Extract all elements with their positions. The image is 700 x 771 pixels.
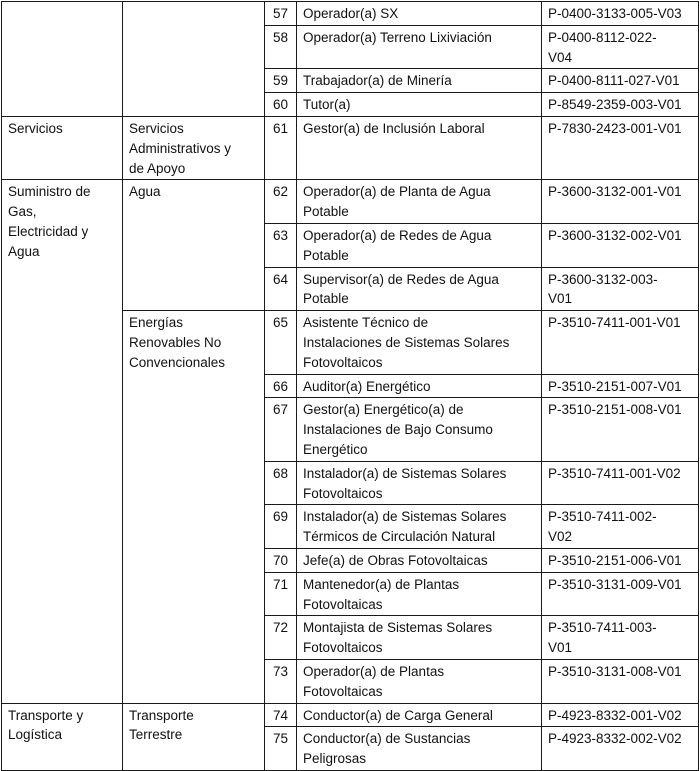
- profile-code: P-3510-2151-008-V01: [542, 398, 699, 461]
- profile-name: Asistente Técnico de Instalaciones de Sistemas Solares Fotovoltaicos: [297, 311, 542, 374]
- row-number: 67: [265, 398, 297, 461]
- row-number: 58: [265, 25, 297, 69]
- row-number: 61: [265, 116, 297, 179]
- profile-name: Operador(a) SX: [297, 2, 542, 26]
- profile-code: P-4923-8332-001-V02: [542, 703, 699, 727]
- profile-code: P-3510-2151-006-V01: [542, 548, 699, 572]
- row-number: 70: [265, 548, 297, 572]
- profile-code: P-3510-2151-007-V01: [542, 374, 699, 398]
- profile-code: P-3600-3132-001-V01: [542, 180, 699, 224]
- row-number: 57: [265, 2, 297, 26]
- profile-code: P-7830-2423-001-V01: [542, 116, 699, 179]
- profile-code: P-3510-7411-001-V01: [542, 311, 699, 374]
- profile-name: Instalador(a) de Sistemas Solares Fotovoltaicos: [297, 461, 542, 505]
- profile-code: P-3600-3132-003- V01: [542, 267, 699, 311]
- profile-name: Tutor(a): [297, 93, 542, 117]
- row-number: 59: [265, 69, 297, 93]
- row-number: 72: [265, 616, 297, 660]
- row-number: 73: [265, 659, 297, 703]
- row-number: 71: [265, 572, 297, 616]
- profile-code: P-4923-8332-002-V02: [542, 727, 699, 771]
- table-row: [2, 116, 699, 179]
- sector-cell: Suministro de Gas, Electricidad y Agua: [2, 180, 123, 703]
- sector-cell-empty: [2, 2, 123, 117]
- profile-name: Trabajador(a) de Minería: [297, 69, 542, 93]
- profile-name: Instalador(a) de Sistemas Solares Térmicos de Circulación Natural: [297, 505, 542, 549]
- row-number: 62: [265, 180, 297, 224]
- row-number: 60: [265, 93, 297, 117]
- profile-name: Conductor(a) de Carga General: [297, 703, 542, 727]
- profile-name: Operador(a) de Redes de Agua Potable: [297, 223, 542, 267]
- profiles-table: [1, 1, 699, 771]
- profile-name: Auditor(a) Energético: [297, 374, 542, 398]
- row-number: 74: [265, 703, 297, 727]
- subsector-cell: Transporte Terrestre: [123, 703, 265, 770]
- profile-name: Supervisor(a) de Redes de Agua Potable: [297, 267, 542, 311]
- profile-code: P-3510-3131-008-V01: [542, 659, 699, 703]
- profile-code: P-0400-8112-022- V04: [542, 25, 699, 69]
- subsector-cell-empty: [123, 2, 265, 117]
- subsector-cell: Energías Renovables No Convencionales: [123, 311, 265, 703]
- profile-code: P-3510-7411-003- V01: [542, 616, 699, 660]
- profile-name: Conductor(a) de Sustancias Peligrosas: [297, 727, 542, 771]
- row-number: 69: [265, 505, 297, 549]
- profile-code: P-3510-3131-009-V01: [542, 572, 699, 616]
- profile-code: P-3510-7411-001-V02: [542, 461, 699, 505]
- row-number: 66: [265, 374, 297, 398]
- profile-code: P-3510-7411-002- V02: [542, 505, 699, 549]
- row-number: 64: [265, 267, 297, 311]
- profile-name: Jefe(a) de Obras Fotovoltaicas: [297, 548, 542, 572]
- profile-code: P-0400-8111-027-V01: [542, 69, 699, 93]
- profile-name: Gestor(a) de Inclusión Laboral: [297, 116, 542, 179]
- profile-name: Operador(a) Terreno Lixiviación: [297, 25, 542, 69]
- profile-name: Operador(a) de Planta de Agua Potable: [297, 180, 542, 224]
- subsector-cell: Agua: [123, 180, 265, 311]
- table-row: [2, 2, 699, 26]
- sector-cell: Servicios: [2, 116, 123, 179]
- table-row: [2, 703, 699, 727]
- profile-code: P-8549-2359-003-V01: [542, 93, 699, 117]
- profile-name: Montajista de Sistemas Solares Fotovoltaicos: [297, 616, 542, 660]
- profile-code: P-0400-3133-005-V03: [542, 2, 699, 26]
- row-number: 65: [265, 311, 297, 374]
- profile-name: Mantenedor(a) de Plantas Fotovoltaicas: [297, 572, 542, 616]
- profile-name: Operador(a) de Plantas Fotovoltaicas: [297, 659, 542, 703]
- row-number: 68: [265, 461, 297, 505]
- row-number: 75: [265, 727, 297, 771]
- table-row: [2, 180, 699, 224]
- row-number: 63: [265, 223, 297, 267]
- profile-code: P-3600-3132-002-V01: [542, 223, 699, 267]
- subsector-cell: Servicios Administrativos y de Apoyo: [123, 116, 265, 179]
- sector-cell: Transporte y Logística: [2, 703, 123, 770]
- profile-name: Gestor(a) Energético(a) de Instalaciones de Bajo Consumo Energético: [297, 398, 542, 461]
